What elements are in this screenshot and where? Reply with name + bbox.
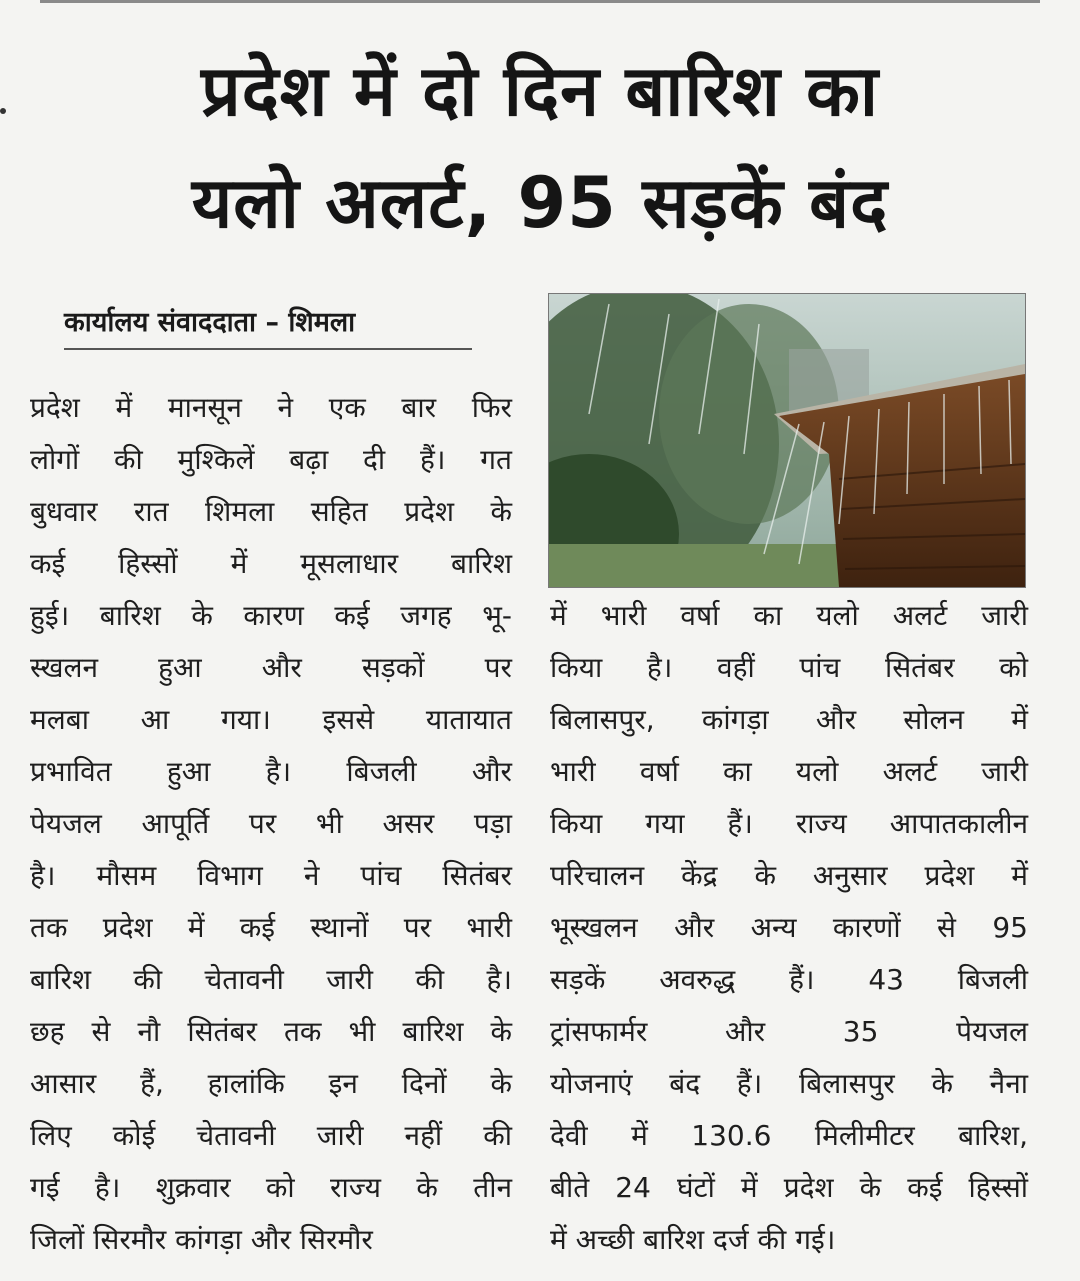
left-column-line-5: हुई। बारिश के कारण कई जगह भू- <box>30 599 512 632</box>
right-column-line-3: बिलासपुर, कांगड़ा और सोलन में <box>550 703 1028 736</box>
rain-photo <box>548 293 1026 588</box>
article-column-left <box>30 382 512 1266</box>
byline: कार्यालय संवाददाता – शिमला <box>64 300 472 350</box>
margin-mark <box>0 108 6 114</box>
left-column-line-3: बुधवार रात शिमला सहित प्रदेश के <box>30 495 512 528</box>
left-column-line-14: आसार हैं, हालांकि इन दिनों के <box>30 1067 512 1100</box>
left-column-line-9: पेयजल आपूर्ति पर भी असर पड़ा <box>30 807 512 840</box>
headline-line-2: यलो अलर्ट, 95 सड़कें बंद <box>191 162 889 244</box>
left-column-line-2: लोगों की मुश्किलें बढ़ा दी हैं। गत <box>30 443 512 476</box>
right-column-line-10: योजनाएं बंद हैं। बिलासपुर के नैना <box>550 1067 1028 1100</box>
left-column-line-13: छह से नौ सितंबर तक भी बारिश के <box>30 1015 512 1048</box>
right-column-line-6: परिचालन केंद्र के अनुसार प्रदेश में <box>550 859 1028 892</box>
left-column-line-6: स्खलन हुआ और सड़कों पर <box>30 651 512 684</box>
left-column-line-12: बारिश की चेतावनी जारी की है। <box>30 963 512 996</box>
left-column-line-4: कई हिस्सों में मूसलाधार बारिश <box>30 547 512 580</box>
right-column-line-7: भूस्खलन और अन्य कारणों से 95 <box>550 911 1028 944</box>
left-column-line-10: है। मौसम विभाग ने पांच सितंबर <box>30 859 512 892</box>
left-column-line-17: जिलों सिरमौर कांगड़ा और सिरमौर <box>30 1223 373 1256</box>
right-column-line-5: किया गया हैं। राज्य आपातकालीन <box>550 807 1028 840</box>
right-column-line-8: सड़कें अवरुद्ध हैं। 43 बिजली <box>550 963 1028 996</box>
right-column-line-1: में भारी वर्षा का यलो अलर्ट जारी <box>550 599 1028 632</box>
top-rule <box>40 0 1040 3</box>
right-column-line-12: बीते 24 घंटों में प्रदेश के कई हिस्सों <box>550 1171 1028 1204</box>
right-column-line-2: किया है। वहीं पांच सितंबर को <box>550 651 1028 684</box>
left-column-line-7: मलबा आ गया। इससे यातायात <box>30 703 512 736</box>
headline <box>40 35 1040 259</box>
right-column-line-13: में अच्छी बारिश दर्ज की गई। <box>550 1223 836 1256</box>
left-column-line-11: तक प्रदेश में कई स्थानों पर भारी <box>30 911 512 944</box>
rain-on-roof-image <box>549 294 1025 587</box>
left-column-line-15: लिए कोई चेतावनी जारी नहीं की <box>30 1119 512 1152</box>
right-column-line-9: ट्रांसफार्मर और 35 पेयजल <box>550 1015 1028 1048</box>
right-column-line-4: भारी वर्षा का यलो अलर्ट जारी <box>550 755 1028 788</box>
left-column-line-16: गई है। शुक्रवार को राज्य के तीन <box>30 1171 512 1204</box>
left-column-line-8: प्रभावित हुआ है। बिजली और <box>30 755 512 788</box>
article-column-right <box>550 590 1028 1266</box>
left-column-line-1: प्रदेश में मानसून ने एक बार फिर <box>30 391 512 424</box>
headline-line-1: प्रदेश में दो दिन बारिश का <box>200 50 880 132</box>
right-column-line-11: देवी में 130.6 मिलीमीटर बारिश, <box>550 1119 1028 1152</box>
